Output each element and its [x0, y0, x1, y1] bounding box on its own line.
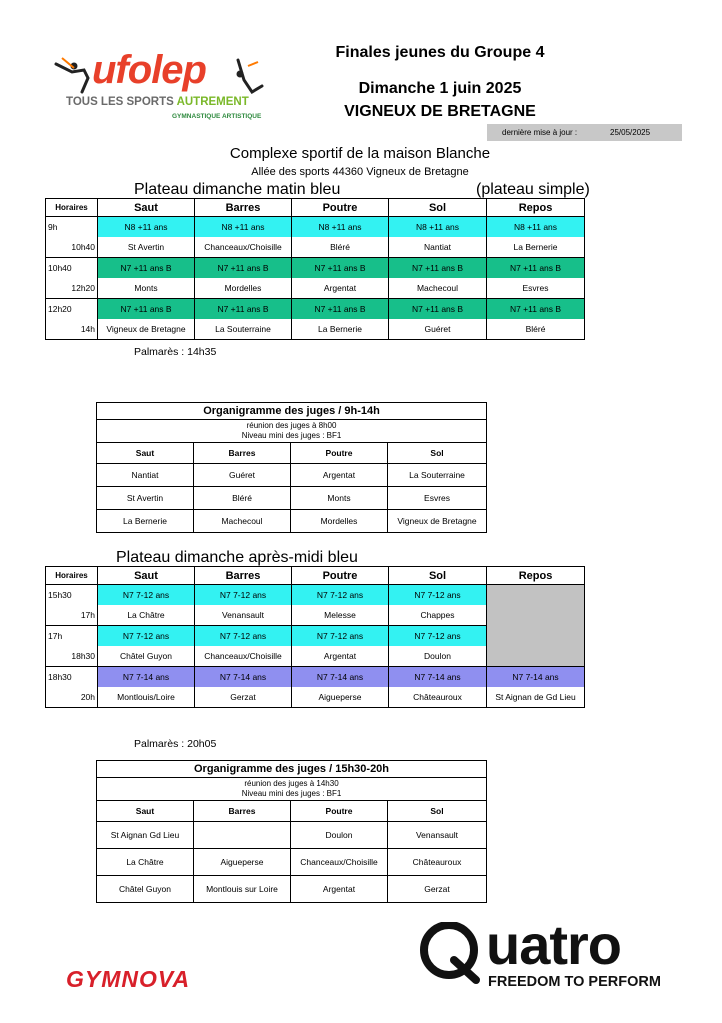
morning-palmares: Palmarès : 14h35: [134, 346, 217, 358]
jury-cell: Châteauroux: [388, 849, 487, 876]
club-cell: St Aignan de Gd Lieu: [487, 687, 585, 708]
category-cell: N7 7-12 ans: [98, 626, 195, 647]
slot-start: 18h30: [46, 667, 98, 688]
col-header: Poutre: [292, 567, 389, 585]
category-cell: N7 +11 ans B: [389, 258, 487, 279]
venue-name: Complexe sportif de la maison Blanche: [229, 145, 491, 162]
slot-end: 12h20: [46, 278, 98, 299]
category-cell: N8 +11 ans: [389, 217, 487, 238]
page-title: Finales jeunes du Groupe 4: [335, 44, 545, 61]
ufolep-logo: [52, 48, 277, 124]
club-cell: Argentat: [292, 646, 389, 667]
slot-end: 17h: [46, 605, 98, 626]
club-cell: Chanceaux/Choisille: [195, 237, 292, 258]
jury-cell: Gerzat: [388, 876, 487, 903]
slot-end: 14h: [46, 319, 98, 340]
category-cell: N7 7-12 ans: [195, 626, 292, 647]
jury-cell: La Châtre: [97, 849, 194, 876]
category-cell: N7 +11 ans B: [487, 258, 585, 279]
slot-start: 17h: [46, 626, 98, 647]
club-cell: Mordelles: [195, 278, 292, 299]
col-header: Saut: [98, 567, 195, 585]
slot-start: 12h20: [46, 299, 98, 320]
club-cell: Chappes: [389, 605, 487, 626]
category-cell: N7 +11 ans B: [389, 299, 487, 320]
tagline-sub: GYMNASTIQUE ARTISTIQUE: [172, 113, 262, 120]
slot-start: 15h30: [46, 585, 98, 606]
jury-col-header: Saut: [97, 801, 194, 822]
jury-cell: Guéret: [194, 464, 291, 487]
jury-meeting: réunion des juges à 8h00: [246, 421, 337, 430]
afternoon-schedule-table: [45, 566, 585, 708]
col-header: Sol: [389, 567, 487, 585]
jury-info: [97, 778, 487, 801]
jury-col-header: Sol: [388, 801, 487, 822]
category-cell: N7 +11 ans B: [195, 299, 292, 320]
club-cell: Châteauroux: [389, 687, 487, 708]
col-header: Horaires: [46, 199, 98, 217]
category-cell: N8 +11 ans: [98, 217, 195, 238]
quatro-logo: [416, 918, 666, 998]
category-cell: N7 7-12 ans: [195, 585, 292, 606]
page-date: Dimanche 1 juin 2025: [358, 80, 522, 97]
quatro-tagline: FREEDOM TO PERFORM: [488, 974, 661, 990]
col-header: Barres: [195, 199, 292, 217]
club-cell: Chanceaux/Choisille: [195, 646, 292, 667]
morning-jury-table: [96, 402, 487, 533]
slot-end: 18h30: [46, 646, 98, 667]
category-cell: N7 +11 ans B: [292, 299, 389, 320]
jury-cell: Mordelles: [291, 510, 388, 533]
category-cell: N7 7-12 ans: [389, 626, 487, 647]
club-cell: Argentat: [292, 278, 389, 299]
club-cell: La Châtre: [98, 605, 195, 626]
club-cell: Esvres: [487, 278, 585, 299]
morning-plateau-note: (plateau simple): [476, 181, 590, 198]
tagline-left: TOUS LES SPORTS: [66, 96, 174, 108]
club-cell: Bléré: [292, 237, 389, 258]
page-location: VIGNEUX DE BRETAGNE: [344, 103, 536, 120]
category-cell: N7 7-14 ans: [487, 667, 585, 688]
category-cell: N8 +11 ans: [195, 217, 292, 238]
col-header: Sol: [389, 199, 487, 217]
update-date: 25/05/2025: [610, 128, 651, 137]
category-cell: N7 7-12 ans: [389, 585, 487, 606]
afternoon-plateau-title: Plateau dimanche après-midi bleu: [116, 549, 358, 566]
slot-start: 10h40: [46, 258, 98, 279]
club-cell: Bléré: [487, 319, 585, 340]
col-header: Horaires: [46, 567, 98, 585]
category-cell: N8 +11 ans: [487, 217, 585, 238]
jury-cell: Nantiat: [97, 464, 194, 487]
category-cell: N7 7-14 ans: [98, 667, 195, 688]
club-cell: Nantiat: [389, 237, 487, 258]
jury-col-header: Saut: [97, 443, 194, 464]
jury-cell: Chanceaux/Choisille: [291, 849, 388, 876]
jury-cell: Montlouis sur Loire: [194, 876, 291, 903]
tagline-right: AUTREMENT: [176, 96, 249, 108]
club-cell: Venansault: [195, 605, 292, 626]
afternoon-jury-table: [96, 760, 487, 903]
jury-title: Organigramme des juges / 9h-14h: [97, 403, 487, 420]
quatro-q-icon: [416, 922, 486, 984]
category-cell: N7 7-14 ans: [195, 667, 292, 688]
jury-cell: Vigneux de Bretagne: [388, 510, 487, 533]
rest-empty-cell: [487, 585, 585, 667]
jury-col-header: Sol: [388, 443, 487, 464]
col-header: Poutre: [292, 199, 389, 217]
jury-cell: St Aignan Gd Lieu: [97, 822, 194, 849]
jury-cell: Argentat: [291, 876, 388, 903]
category-cell: N7 +11 ans B: [292, 258, 389, 279]
jury-title: Organigramme des juges / 15h30-20h: [97, 761, 487, 778]
slot-start: 9h: [46, 217, 98, 238]
morning-schedule-table: [45, 198, 585, 340]
jury-col-header: Poutre: [291, 443, 388, 464]
update-label: dernière mise à jour :: [502, 128, 578, 137]
club-cell: Aigueperse: [292, 687, 389, 708]
jury-cell: Châtel Guyon: [97, 876, 194, 903]
update-bar: [487, 124, 682, 141]
club-cell: La Bernerie: [487, 237, 585, 258]
club-cell: Montlouis/Loire: [98, 687, 195, 708]
club-cell: Doulon: [389, 646, 487, 667]
jury-cell: La Bernerie: [97, 510, 194, 533]
morning-plateau-title: Plateau dimanche matin bleu: [134, 181, 341, 198]
ufolep-wordmark: ufolep: [92, 48, 206, 92]
jury-cell: Argentat: [291, 464, 388, 487]
col-header: Saut: [98, 199, 195, 217]
col-header: Repos: [487, 567, 585, 585]
category-cell: N7 +11 ans B: [195, 258, 292, 279]
jury-cell: Esvres: [388, 487, 487, 510]
col-header: Repos: [487, 199, 585, 217]
jury-col-header: Barres: [194, 443, 291, 464]
club-cell: Melesse: [292, 605, 389, 626]
jury-cell: La Souterraine: [388, 464, 487, 487]
gymnova-logo: GYMNOVA: [66, 966, 191, 992]
club-cell: Machecoul: [389, 278, 487, 299]
club-cell: Guéret: [389, 319, 487, 340]
club-cell: Gerzat: [195, 687, 292, 708]
jury-level: Niveau mini des juges : BF1: [241, 431, 342, 440]
club-cell: La Souterraine: [195, 319, 292, 340]
club-cell: St Avertin: [98, 237, 195, 258]
quatro-wordmark: uatro: [486, 918, 621, 976]
jury-cell: Aigueperse: [194, 849, 291, 876]
jury-cell: St Avertin: [97, 487, 194, 510]
category-cell: N7 +11 ans B: [98, 258, 195, 279]
category-cell: N7 7-12 ans: [292, 585, 389, 606]
slot-end: 10h40: [46, 237, 98, 258]
jury-cell: Monts: [291, 487, 388, 510]
club-cell: Vigneux de Bretagne: [98, 319, 195, 340]
jury-col-header: Barres: [194, 801, 291, 822]
category-cell: N7 7-12 ans: [98, 585, 195, 606]
jury-meeting: réunion des juges à 14h30: [244, 779, 339, 788]
jury-cell: Doulon: [291, 822, 388, 849]
category-cell: N7 7-14 ans: [292, 667, 389, 688]
category-cell: N7 7-14 ans: [389, 667, 487, 688]
jury-cell: Venansault: [388, 822, 487, 849]
jury-level: Niveau mini des juges : BF1: [241, 789, 342, 798]
jury-cell: Bléré: [194, 487, 291, 510]
category-cell: N8 +11 ans: [292, 217, 389, 238]
jury-col-header: Poutre: [291, 801, 388, 822]
slot-end: 20h: [46, 687, 98, 708]
col-header: Barres: [195, 567, 292, 585]
category-cell: N7 7-12 ans: [292, 626, 389, 647]
jury-info: [97, 420, 487, 443]
jury-cell: Machecoul: [194, 510, 291, 533]
club-cell: Châtel Guyon: [98, 646, 195, 667]
category-cell: N7 +11 ans B: [487, 299, 585, 320]
venue-address: Allée des sports 44360 Vigneux de Bretagne: [251, 166, 469, 178]
club-cell: Monts: [98, 278, 195, 299]
category-cell: N7 +11 ans B: [98, 299, 195, 320]
afternoon-palmares: Palmarès : 20h05: [134, 738, 217, 750]
club-cell: La Bernerie: [292, 319, 389, 340]
jury-cell: [194, 822, 291, 849]
